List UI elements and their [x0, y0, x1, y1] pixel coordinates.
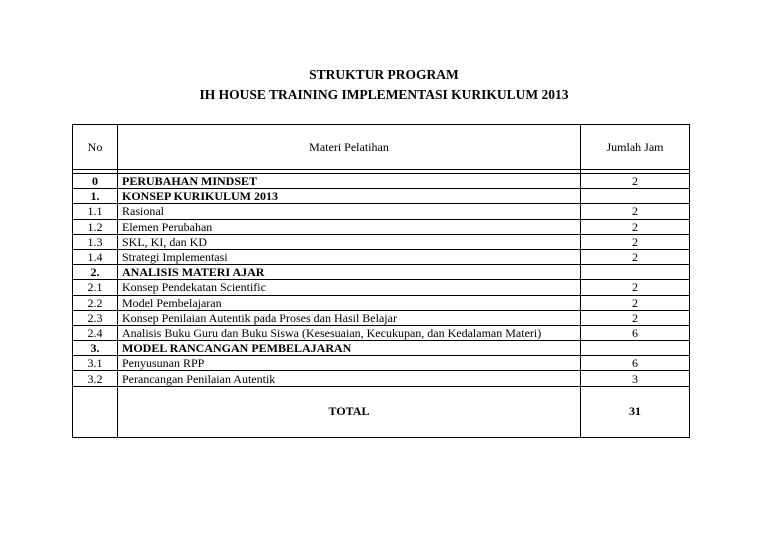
row-materi: Perancangan Penilaian Autentik	[118, 371, 581, 386]
row-materi: Model Pembelajaran	[118, 295, 581, 310]
row-jam	[581, 341, 690, 356]
row-jam: 2	[581, 234, 690, 249]
row-jam: 2	[581, 310, 690, 325]
row-number: 1.4	[73, 249, 118, 264]
row-number: 2.	[73, 265, 118, 280]
table-row	[73, 341, 690, 356]
row-number: 3.2	[73, 371, 118, 386]
row-materi: KONSEP KURIKULUM 2013	[118, 189, 581, 204]
row-jam: 2	[581, 249, 690, 264]
row-number: 1.1	[73, 204, 118, 219]
table-row	[73, 204, 690, 219]
row-jam: 2	[581, 295, 690, 310]
row-number: 2.1	[73, 280, 118, 295]
table-row	[73, 189, 690, 204]
table-row	[73, 371, 690, 386]
row-jam: 2	[581, 204, 690, 219]
total-row	[73, 386, 690, 437]
table-row	[73, 174, 690, 189]
row-jam: 2	[581, 174, 690, 189]
row-number: 2.3	[73, 310, 118, 325]
program-subtitle: IH HOUSE TRAINING IMPLEMENTASI KURIKULUM 2013	[199, 87, 569, 102]
table-row	[73, 219, 690, 234]
row-materi: Analisis Buku Guru dan Buku Siswa (Kesesuaian, Kecukupan, dan Kedalaman Materi)	[118, 325, 581, 340]
table-row	[73, 325, 690, 340]
row-materi: Rasional	[118, 204, 581, 219]
row-jam: 2	[581, 219, 690, 234]
header-materi: Materi Pelatihan	[118, 125, 581, 170]
row-jam: 2	[581, 280, 690, 295]
header-jam: Jumlah Jam	[581, 125, 690, 170]
row-number: 3.	[73, 341, 118, 356]
row-number: 2.2	[73, 295, 118, 310]
row-number: 2.4	[73, 325, 118, 340]
program-structure-table	[72, 124, 690, 438]
table-row	[73, 295, 690, 310]
row-materi: PERUBAHAN MINDSET	[118, 174, 581, 189]
table-header-row	[73, 125, 690, 170]
table-row	[73, 280, 690, 295]
row-number: 0	[73, 174, 118, 189]
row-jam	[581, 189, 690, 204]
row-materi: Elemen Perubahan	[118, 219, 581, 234]
table-row	[73, 356, 690, 371]
row-number: 3.1	[73, 356, 118, 371]
row-materi: MODEL RANCANGAN PEMBELAJARAN	[118, 341, 581, 356]
header-no: No	[73, 125, 118, 170]
row-number: 1.2	[73, 219, 118, 234]
table-row	[73, 234, 690, 249]
row-number: 1.3	[73, 234, 118, 249]
total-value: 31	[581, 386, 690, 437]
table-row	[73, 265, 690, 280]
row-materi: Strategi Implementasi	[118, 249, 581, 264]
row-jam: 6	[581, 356, 690, 371]
row-materi: Penyusunan RPP	[118, 356, 581, 371]
row-jam: 6	[581, 325, 690, 340]
total-label: TOTAL	[118, 386, 581, 437]
row-materi: SKL, KI, dan KD	[118, 234, 581, 249]
row-jam	[581, 265, 690, 280]
program-title: STRUKTUR PROGRAM	[309, 67, 459, 82]
table-row	[73, 249, 690, 264]
row-number: 1.	[73, 189, 118, 204]
table-row	[73, 310, 690, 325]
row-materi: Konsep Pendekatan Scientific	[118, 280, 581, 295]
row-materi: ANALISIS MATERI AJAR	[118, 265, 581, 280]
row-materi: Konsep Penilaian Autentik pada Proses dan Hasil Belajar	[118, 310, 581, 325]
row-jam: 3	[581, 371, 690, 386]
